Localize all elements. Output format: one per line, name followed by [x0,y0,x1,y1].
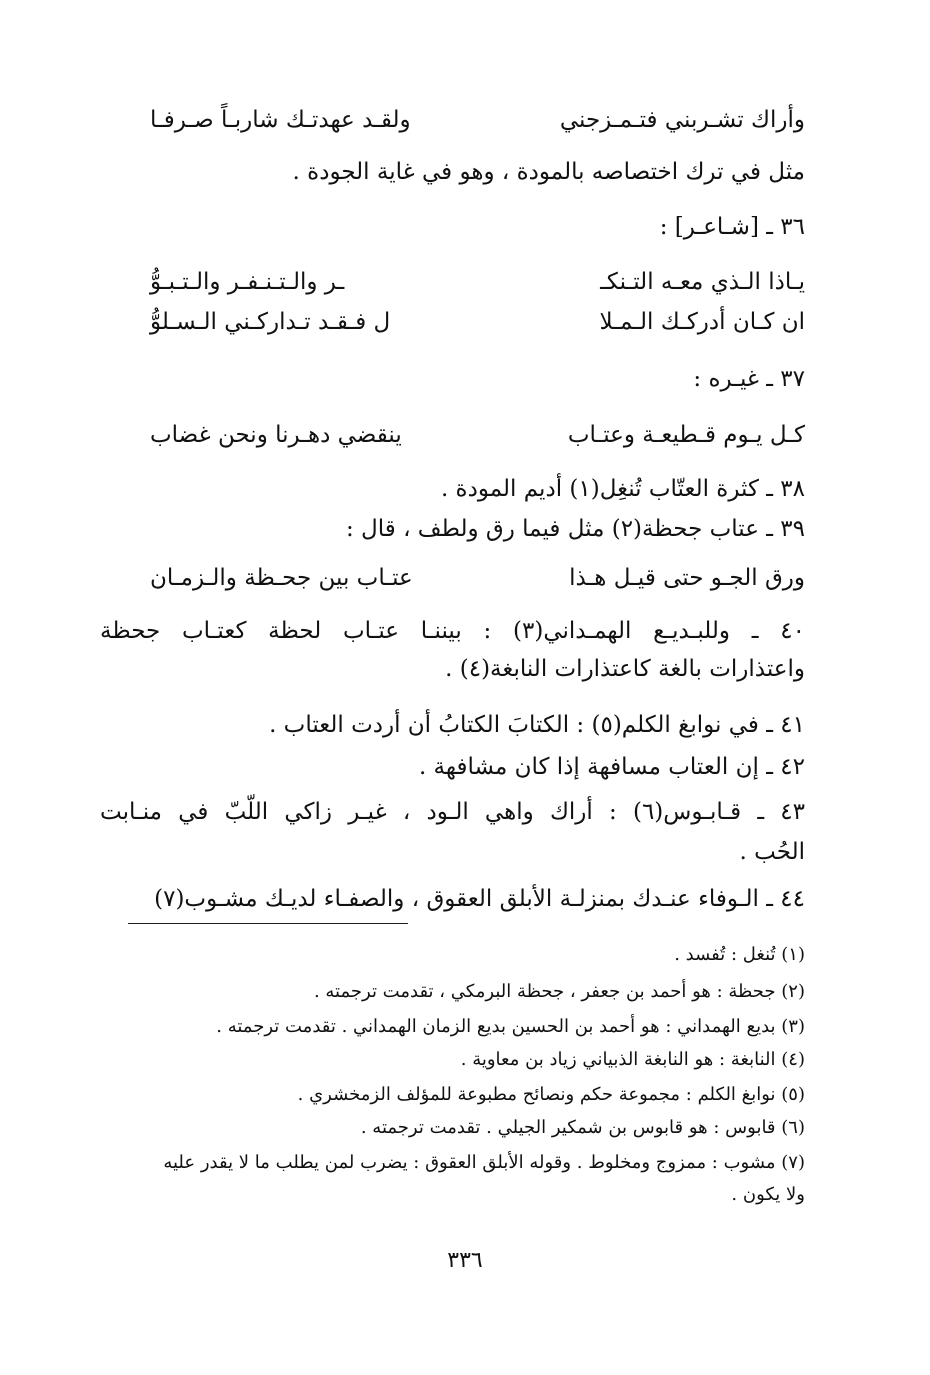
entry-heading: ٣٧ ـ غيـره : [693,366,805,392]
text-line: مثل في ترك اختصاصه بالمودة ، وهو في غاية الجودة . [292,159,805,185]
verse-hemistich: ولقـد عهدتـك شاربـاً صـرفـا [150,107,411,133]
verse-hemistich: ـر والـتـنـفـر والـتـبـوُّ [150,269,345,295]
text-line: ٤٤ ـ الـوفاء عنـدك بمنزلـة الأبلق العقوق ، والصفـاء لديـك مشـوب(٧) [154,886,805,912]
verse-hemistich: ل فـقـد تـداركـني الـسـلوُّ [150,309,391,335]
footnote-divider [128,923,408,924]
footnote: (٦) قابوس : هو قابوس بن شمكير الجيلي . تقدمت ترجمته . [360,1117,805,1138]
verse-hemistich: ان كـان أدركـك الـمـلا [599,309,805,335]
verse-hemistich: ورق الجـو حتى قيـل هـذا [569,565,805,591]
text-line: ٤٢ ـ إن العتاب مسافهة إذا كان مشافهة . [418,754,805,780]
verse-hemistich: عتـاب بين جحـظة والـزمـان [150,565,413,591]
page-number: ٣٣٦ [447,1248,483,1273]
verse-hemistich: وأراك تشـربني فتـمـزجني [559,107,805,133]
text-line: ٣٩ ـ عتاب جحظة(٢) مثل فيما رق ولطف ، قال : [345,516,805,542]
verse-line [150,100,805,140]
text-line: ٤٠ ـ وللبـديـع الهمـداني(٣) : بيننـا عتـاب لحظة كعتـاب جحظة [100,618,805,644]
text-line: ٤٣ ـ قـابـوس(٦) : أراك واهي الـود ، غيـر زاكي اللّبّ في منـابت [100,799,805,825]
text-line: ٣٨ ـ كثرة العتّاب تُنغِل(١) أديم المودة . [440,476,805,502]
text-line: واعتذارات بالغة كاعتذارات النابغة(٤) . [445,656,805,682]
verse-line [150,262,805,302]
text-line: الحُب . [739,839,805,865]
verse-line [150,302,805,342]
verse-line [150,415,805,455]
footnote: (١) تُنغل : تُفسد . [674,944,805,965]
footnote: ولا يكون . [731,1184,805,1205]
verse-hemistich: ينقضي دهـرنا ونحن غضاب [150,422,402,448]
footnote: (٧) مشوب : ممزوج ومخلوط . وقوله الأبلق العقوق : يضرب لمن يطلب ما لا يقدر عليه [163,1152,805,1173]
verse-line [150,558,805,598]
verse-hemistich: كـل يـوم قـطيعـة وعتـاب [567,422,805,448]
footnote: (٤) النابغة : هو النابغة الذبياني زياد بن معاوية . [460,1049,805,1070]
footnote: (٣) بديع الهمداني : هو أحمد بن الحسين بديع الزمان الهمداني . تقدمت ترجمته . [216,1016,805,1037]
entry-heading: ٣٦ ـ [شـاعـر] : [659,214,805,240]
verse-hemistich: يـاذا الـذي معـه التـنكـ [600,269,805,295]
footnote: (٢) جحظة : هو أحمد بن جعفر ، جحظة البرمكي ، تقدمت ترجمته . [313,981,805,1002]
text-line: ٤١ ـ في نوابغ الكلم(٥) : الكتابَ الكتابُ أن أردت العتاب . [269,712,805,738]
footnote: (٥) نوابغ الكلم : مجموعة حكم ونصائح مطبوعة للمؤلف الزمخشري . [297,1084,805,1105]
